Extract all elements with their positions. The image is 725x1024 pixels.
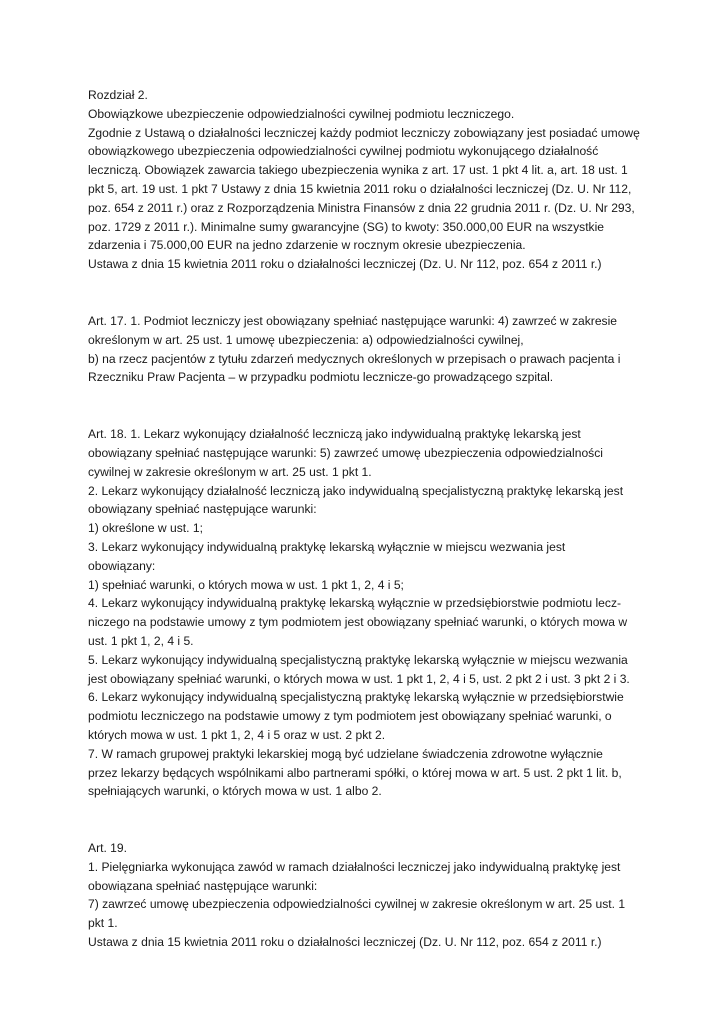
text-line: 1. Pielęgniarka wykonująca zawód w ramach działalności leczniczej jako indywidualną praktykę jest: [88, 859, 621, 874]
text-line: poz. 1729 z 2011 r.). Minimalne sumy gwarancyjne (SG) to kwoty: 350.000,00 EUR na wszystkie: [88, 219, 605, 234]
text-line: b) na rzecz pacjentów z tytułu zdarzeń medycznych określonych w przepisach o prawach pacjenta i: [88, 351, 621, 366]
text-line: pkt 5, art. 19 ust. 1 pkt 7 Ustawy z dnia 15 kwietnia 2011 roku o działalności leczniczej (Dz. U. Nr 112,: [88, 181, 632, 196]
text-line: 6. Lekarz wykonujący indywidualną specjalistyczną praktykę lekarską wyłącznie w przedsiębiorstwie: [88, 690, 624, 705]
text-line: 7. W ramach grupowej praktyki lekarskiej mogą być udzielane świadczenia zdrowotne wyłącznie: [88, 746, 603, 761]
text-line: określonym w art. 25 ust. 1 umowę ubezpieczenia: a) odpowiedzialności cywilnej,: [88, 332, 524, 347]
text-line: zdarzenia i 75.000,00 EUR na jedno zdarzenie w rocznym okresie ubezpieczenia.: [88, 238, 526, 253]
text-line: 1) spełniać warunki, o których mowa w ust. 1 pkt 1, 2, 4 i 5;: [88, 577, 404, 592]
text-line: Ustawa z dnia 15 kwietnia 2011 roku o działalności leczniczej (Dz. U. Nr 112, poz. 654 z 2011 r.): [88, 935, 602, 950]
text-line: obowiązany spełniać następujące warunki:: [88, 502, 317, 517]
text-line: niczego na podstawie umowy z tym podmiotem jest obowiązany spełniać warunki, o których mowa w: [88, 615, 628, 630]
text-line: cywilnej w zakresie określonym w art. 25 ust. 1 pkt 1.: [88, 464, 372, 479]
text-line: 5. Lekarz wykonujący indywidualną specjalistyczną praktykę lekarską wyłącznie w miejscu wezwania: [88, 652, 628, 667]
text-line: Rozdział 2.: [88, 88, 148, 102]
text-line: 1) określone w ust. 1;: [88, 521, 203, 536]
text-line: obowiązany spełniać następujące warunki: 5) zawrzeć umowę ubezpieczenia odpowiedzialności: [88, 445, 603, 460]
text-line: obowiązkowego ubezpieczenia odpowiedzialności cywilnej podmiotu wykonującego działalność: [88, 144, 599, 159]
text-line: 2. Lekarz wykonujący działalność leczniczą jako indywidualną specjalistyczną praktykę lekarską jest: [88, 483, 624, 498]
article-19-section: [88, 839, 643, 952]
text-line: Rzeczniku Praw Pacjenta – w przypadku podmiotu lecznicze-go prowadzącego szpital.: [88, 370, 554, 385]
text-line: spełniających warunki, o których mowa w ust. 1 albo 2.: [88, 784, 382, 799]
text-line: podmiotu leczniczego na podstawie umowy z tym podmiotem jest obowiązany spełniać warunki, o: [88, 709, 612, 724]
article-18-section: [88, 425, 643, 801]
text-line: obowiązana spełniać następujące warunki:: [88, 878, 318, 893]
text-line: Art. 17. 1. Podmiot leczniczy jest obowiązany spełniać następujące warunki: 4) zawrzeć w zakresie: [88, 313, 618, 328]
text-line: ust. 1 pkt 1, 2, 4 i 5.: [88, 633, 194, 648]
document-page: [88, 86, 643, 952]
text-line: 3. Lekarz wykonujący indywidualną praktykę lekarską wyłącznie w miejscu wezwania jest: [88, 539, 566, 554]
article-17-section: [88, 312, 643, 387]
text-line: poz. 654 z 2011 r.) oraz z Rozporządzenia Ministra Finansów z dnia 22 grudnia 2011 r. (Dz. U. Nr 293,: [88, 200, 635, 215]
text-line: Art. 18. 1. Lekarz wykonujący działalność leczniczą jako indywidualną praktykę lekarską jest: [88, 427, 581, 442]
text-line: jest obowiązany spełniać warunki, o których mowa w ust. 1 pkt 1, 2, 4 i 5, ust. 2 pkt 2 i ust. 3 pkt 2 i 3.: [88, 671, 630, 686]
text-line: przez lekarzy będących wspólnikami albo partnerami spółki, o której mowa w art. 5 ust. 2 pkt 1 lit. b,: [88, 765, 622, 780]
text-line: Art. 19.: [88, 841, 127, 856]
text-line: obowiązany:: [88, 558, 156, 573]
text-line: Zgodnie z Ustawą o działalności leczniczej każdy podmiot leczniczy zobowiązany jest posiadać umowę: [88, 125, 640, 140]
text-line: Obowiązkowe ubezpieczenie odpowiedzialności cywilnej podmiotu leczniczego.: [88, 106, 515, 121]
text-line: leczniczą. Obowiązek zawarcia takiego ubezpieczenia wynika z art. 17 ust. 1 pkt 4 lit. a, art. 18 ust. 1: [88, 163, 628, 178]
text-line: pkt 1.: [88, 916, 118, 931]
text-line: których mowa w ust. 1 pkt 1, 2, 4 i 5 oraz w ust. 2 pkt 2.: [88, 727, 386, 742]
text-line: 7) zawrzeć umowę ubezpieczenia odpowiedzialności cywilnej w zakresie określonym w art. 25 ust. 1: [88, 897, 626, 912]
text-line: Ustawa z dnia 15 kwietnia 2011 roku o działalności leczniczej (Dz. U. Nr 112, poz. 654 z 2011 r.): [88, 257, 602, 272]
text-line: 4. Lekarz wykonujący indywidualną praktykę lekarską wyłącznie w przedsiębiorstwie podmiotu lecz-: [88, 596, 622, 611]
chapter-intro-section: [88, 86, 643, 274]
